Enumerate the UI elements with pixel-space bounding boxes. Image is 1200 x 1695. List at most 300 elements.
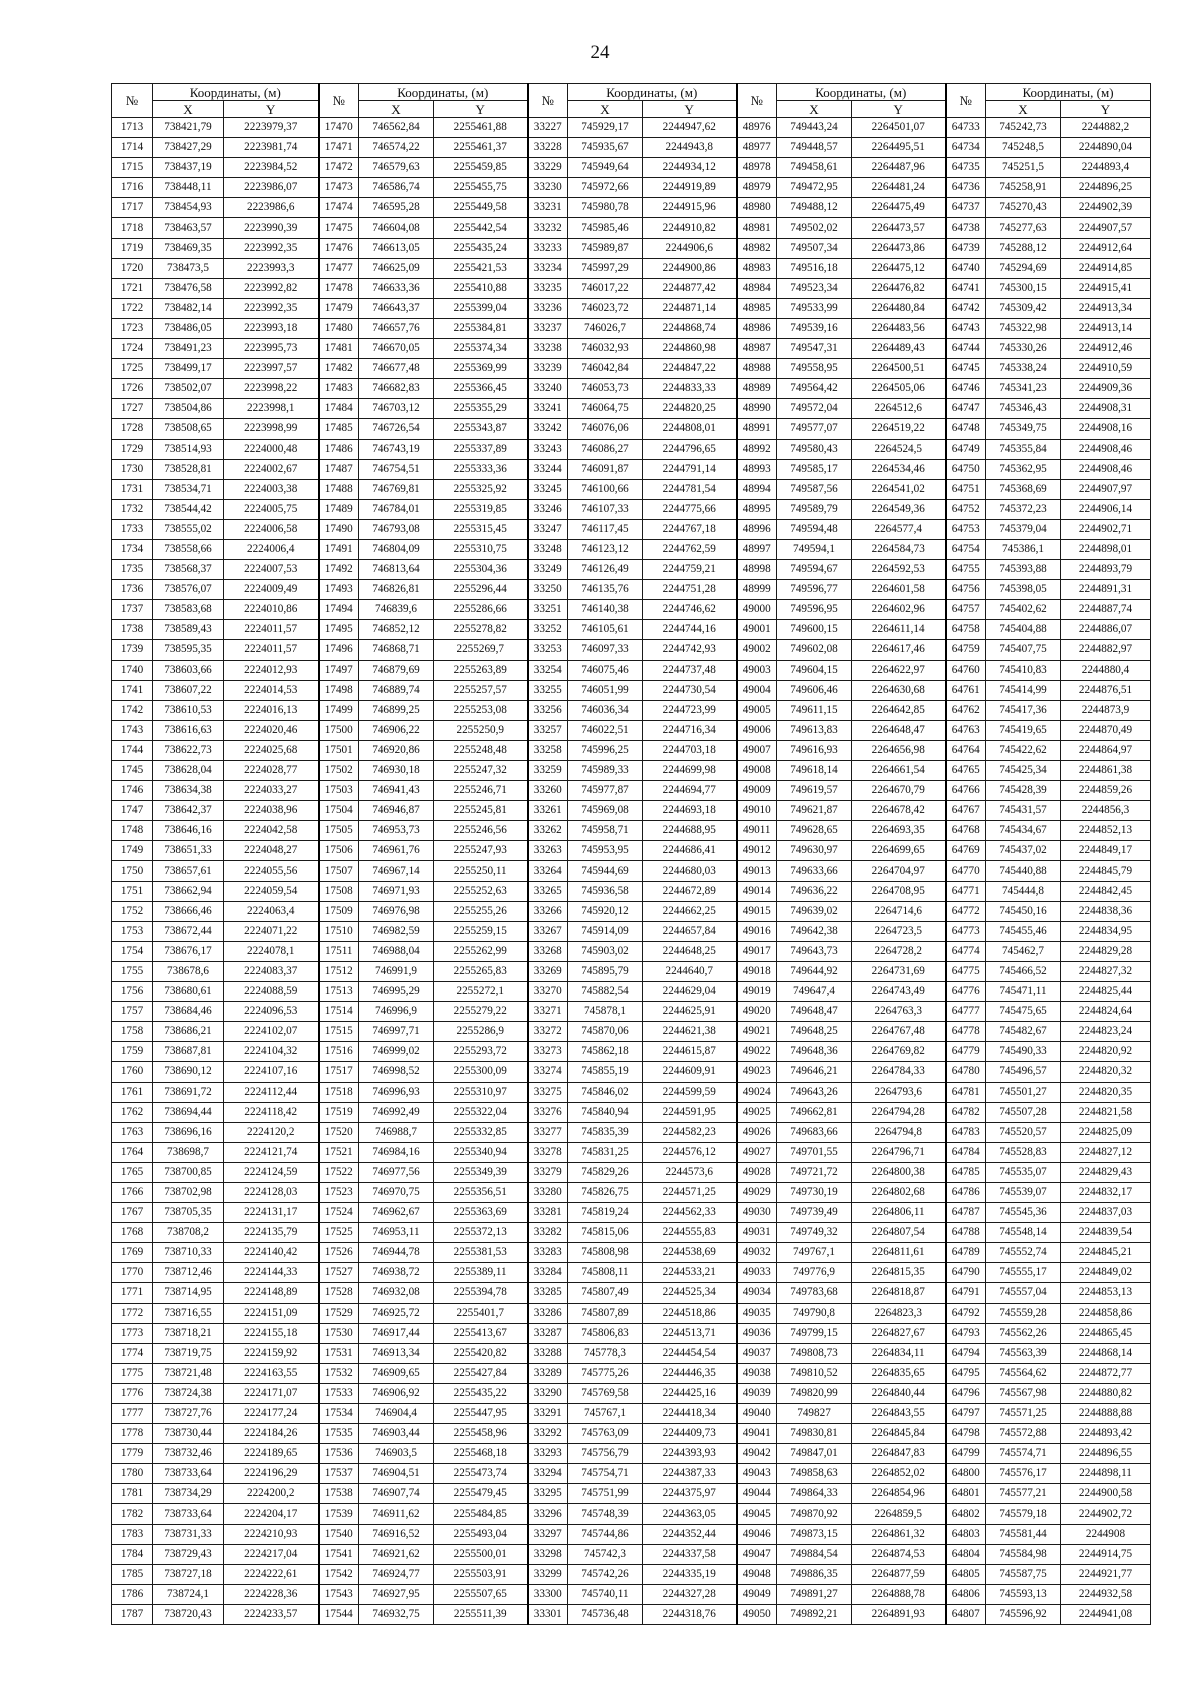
cell-point-no: 49031 — [737, 1223, 777, 1243]
cell-coord-x: 746907,74 — [359, 1484, 434, 1504]
cell-coord-x: 746932,08 — [359, 1283, 434, 1303]
cell-point-no: 17520 — [319, 1122, 359, 1142]
cell-point-no: 64785 — [946, 1162, 986, 1182]
cell-coord-y: 2224151,09 — [224, 1303, 319, 1323]
cell-point-no: 33245 — [528, 479, 568, 499]
cell-point-no: 17533 — [319, 1383, 359, 1403]
cell-coord-x: 746903,5 — [359, 1444, 434, 1464]
cell-coord-x: 745574,71 — [986, 1444, 1061, 1464]
cell-coord-y: 2223986,07 — [224, 178, 319, 198]
cell-coord-y: 2244913,34 — [1061, 298, 1151, 318]
table-row — [112, 499, 1151, 519]
cell-point-no: 33283 — [528, 1243, 568, 1263]
cell-coord-y: 2244906,14 — [1061, 499, 1151, 519]
cell-coord-y: 2264630,68 — [852, 680, 946, 700]
cell-coord-x: 745989,87 — [568, 238, 643, 258]
cell-point-no: 33268 — [528, 941, 568, 961]
cell-coord-x: 749488,12 — [777, 198, 852, 218]
cell-point-no: 33255 — [528, 680, 568, 700]
cell-point-no: 17493 — [319, 580, 359, 600]
cell-coord-y: 2244912,64 — [1061, 238, 1151, 258]
cell-point-no: 49049 — [737, 1584, 777, 1604]
cell-point-no: 49026 — [737, 1122, 777, 1142]
cell-coord-y: 2264767,48 — [852, 1022, 946, 1042]
cell-point-no: 1783 — [112, 1524, 153, 1544]
cell-coord-y: 2224196,29 — [224, 1464, 319, 1484]
cell-point-no: 33241 — [528, 399, 568, 419]
cell-coord-x: 749523,34 — [777, 278, 852, 298]
cell-coord-y: 2264861,32 — [852, 1524, 946, 1544]
cell-coord-y: 2244876,51 — [1061, 680, 1151, 700]
cell-point-no: 33254 — [528, 660, 568, 680]
cell-coord-x: 745386,1 — [986, 539, 1061, 559]
cell-point-no: 33273 — [528, 1042, 568, 1062]
cell-coord-y: 2244858,86 — [1061, 1303, 1151, 1323]
cell-coord-x: 738583,68 — [153, 600, 224, 620]
cell-point-no: 17534 — [319, 1404, 359, 1424]
cell-coord-x: 746944,78 — [359, 1243, 434, 1263]
cell-coord-x: 746925,72 — [359, 1303, 434, 1323]
cell-coord-x: 745407,75 — [986, 640, 1061, 660]
cell-coord-x: 745466,52 — [986, 961, 1061, 981]
cell-point-no: 1714 — [112, 138, 153, 158]
table-row — [112, 1182, 1151, 1202]
cell-coord-y: 2224217,04 — [224, 1544, 319, 1564]
cell-point-no: 49000 — [737, 600, 777, 620]
cell-coord-y: 2244629,04 — [643, 982, 737, 1002]
cell-coord-x: 746953,11 — [359, 1223, 434, 1243]
cell-point-no: 64780 — [946, 1062, 986, 1082]
cell-point-no: 17517 — [319, 1062, 359, 1082]
cell-point-no: 1733 — [112, 519, 153, 539]
cell-coord-x: 745548,14 — [986, 1223, 1061, 1243]
cell-coord-y: 2264807,54 — [852, 1223, 946, 1243]
cell-point-no: 33282 — [528, 1223, 568, 1243]
cell-point-no: 1749 — [112, 841, 153, 861]
cell-coord-x: 738727,76 — [153, 1404, 224, 1424]
cell-coord-x: 749533,99 — [777, 298, 852, 318]
cell-coord-y: 2244913,14 — [1061, 318, 1151, 338]
cell-coord-y: 2264611,14 — [852, 620, 946, 640]
cell-point-no: 17489 — [319, 499, 359, 519]
cell-point-no: 17526 — [319, 1243, 359, 1263]
cell-coord-x: 745258,91 — [986, 178, 1061, 198]
cell-point-no: 64796 — [946, 1383, 986, 1403]
cell-coord-x: 746889,74 — [359, 680, 434, 700]
cell-point-no: 17483 — [319, 379, 359, 399]
cell-coord-x: 746086,27 — [568, 439, 643, 459]
cell-coord-y: 2244781,54 — [643, 479, 737, 499]
cell-point-no: 64747 — [946, 399, 986, 419]
cell-coord-y: 2244825,44 — [1061, 982, 1151, 1002]
table-row — [112, 1283, 1151, 1303]
table-row — [112, 1162, 1151, 1182]
header-row-xy — [112, 101, 1151, 118]
cell-coord-x: 749616,93 — [777, 740, 852, 760]
cell-coord-y: 2244744,16 — [643, 620, 737, 640]
cell-coord-x: 745552,74 — [986, 1243, 1061, 1263]
cell-coord-y: 2255401,7 — [434, 1303, 528, 1323]
cell-point-no: 1760 — [112, 1062, 153, 1082]
cell-point-no: 48986 — [737, 318, 777, 338]
cell-point-no: 33256 — [528, 700, 568, 720]
cell-coord-y: 2244518,86 — [643, 1303, 737, 1323]
cell-coord-x: 745330,26 — [986, 339, 1061, 359]
cell-coord-y: 2255479,45 — [434, 1484, 528, 1504]
cell-point-no: 33267 — [528, 921, 568, 941]
cell-coord-y: 2264888,78 — [852, 1584, 946, 1604]
cell-point-no: 48977 — [737, 138, 777, 158]
cell-coord-y: 2244888,88 — [1061, 1404, 1151, 1424]
cell-coord-x: 749630,97 — [777, 841, 852, 861]
cell-coord-x: 749619,57 — [777, 781, 852, 801]
table-row — [112, 1584, 1151, 1604]
cell-point-no: 64769 — [946, 841, 986, 861]
cell-point-no: 33246 — [528, 499, 568, 519]
cell-coord-x: 745349,75 — [986, 419, 1061, 439]
cell-point-no: 17492 — [319, 560, 359, 580]
cell-point-no: 49033 — [737, 1263, 777, 1283]
cell-coord-x: 749587,56 — [777, 479, 852, 499]
cell-point-no: 33234 — [528, 258, 568, 278]
cell-point-no: 17506 — [319, 841, 359, 861]
cell-coord-x: 746097,33 — [568, 640, 643, 660]
table-row — [112, 419, 1151, 439]
cell-point-no: 49029 — [737, 1182, 777, 1202]
cell-coord-x: 738676,17 — [153, 941, 224, 961]
cell-coord-y: 2244882,2 — [1061, 118, 1151, 138]
cell-point-no: 64770 — [946, 861, 986, 881]
cell-point-no: 64776 — [946, 982, 986, 1002]
cell-coord-x: 749870,92 — [777, 1504, 852, 1524]
cell-point-no: 33271 — [528, 1002, 568, 1022]
cell-point-no: 64797 — [946, 1404, 986, 1424]
cell-point-no: 48994 — [737, 479, 777, 499]
cell-coord-x: 745288,12 — [986, 238, 1061, 258]
cell-coord-y: 2244387,33 — [643, 1464, 737, 1484]
cell-coord-x: 745434,67 — [986, 821, 1061, 841]
cell-coord-x: 745936,58 — [568, 881, 643, 901]
cell-point-no: 1718 — [112, 218, 153, 238]
cell-coord-y: 2255459,85 — [434, 158, 528, 178]
cell-coord-y: 2223993,3 — [224, 258, 319, 278]
cell-coord-y: 2244907,97 — [1061, 479, 1151, 499]
cell-coord-x: 745807,89 — [568, 1303, 643, 1323]
table-row — [112, 921, 1151, 941]
cell-coord-y: 2264476,82 — [852, 278, 946, 298]
cell-point-no: 64733 — [946, 118, 986, 138]
table-row — [112, 982, 1151, 1002]
cell-point-no: 33270 — [528, 982, 568, 1002]
cell-point-no: 17539 — [319, 1504, 359, 1524]
cell-coord-x: 745835,39 — [568, 1122, 643, 1142]
cell-coord-x: 745368,69 — [986, 479, 1061, 499]
cell-coord-y: 2244907,57 — [1061, 218, 1151, 238]
cell-coord-x: 745763,09 — [568, 1424, 643, 1444]
cell-point-no: 1782 — [112, 1504, 153, 1524]
cell-point-no: 1748 — [112, 821, 153, 841]
cell-point-no: 1759 — [112, 1042, 153, 1062]
cell-coord-x: 746670,05 — [359, 339, 434, 359]
cell-coord-y: 2223998,1 — [224, 399, 319, 419]
cell-coord-y: 2244908,46 — [1061, 459, 1151, 479]
table-row — [112, 218, 1151, 238]
column-header-x: X — [359, 101, 434, 118]
cell-coord-x: 746904,4 — [359, 1404, 434, 1424]
cell-coord-x: 746921,62 — [359, 1544, 434, 1564]
table-row — [112, 519, 1151, 539]
cell-point-no: 33252 — [528, 620, 568, 640]
cell-point-no: 17487 — [319, 459, 359, 479]
cell-coord-y: 2244337,58 — [643, 1544, 737, 1564]
cell-coord-x: 746920,86 — [359, 740, 434, 760]
cell-coord-y: 2244699,98 — [643, 761, 737, 781]
cell-point-no: 64748 — [946, 419, 986, 439]
cell-coord-x: 745740,11 — [568, 1584, 643, 1604]
cell-point-no: 17499 — [319, 700, 359, 720]
cell-coord-y: 2244886,07 — [1061, 620, 1151, 640]
column-header-y: Y — [643, 101, 737, 118]
cell-coord-y: 2244868,14 — [1061, 1343, 1151, 1363]
cell-point-no: 33243 — [528, 439, 568, 459]
cell-coord-x: 746091,87 — [568, 459, 643, 479]
cell-coord-x: 746036,34 — [568, 700, 643, 720]
table-row — [112, 821, 1151, 841]
cell-coord-x: 738476,58 — [153, 278, 224, 298]
cell-coord-y: 2244648,25 — [643, 941, 737, 961]
cell-coord-x: 746135,76 — [568, 580, 643, 600]
cell-coord-x: 738544,42 — [153, 499, 224, 519]
column-header-coords: Координаты, (м) — [153, 84, 319, 101]
cell-coord-x: 746032,93 — [568, 339, 643, 359]
cell-coord-x: 738686,21 — [153, 1022, 224, 1042]
cell-point-no: 33300 — [528, 1584, 568, 1604]
cell-coord-y: 2244893,79 — [1061, 560, 1151, 580]
cell-coord-y: 2244657,84 — [643, 921, 737, 941]
cell-point-no: 17490 — [319, 519, 359, 539]
cell-point-no: 33274 — [528, 1062, 568, 1082]
cell-coord-x: 749827 — [777, 1404, 852, 1424]
cell-coord-x: 738694,44 — [153, 1102, 224, 1122]
cell-coord-x: 746042,84 — [568, 359, 643, 379]
cell-coord-y: 2224078,1 — [224, 941, 319, 961]
cell-coord-y: 2244591,95 — [643, 1102, 737, 1122]
cell-coord-x: 745831,25 — [568, 1142, 643, 1162]
cell-point-no: 33299 — [528, 1564, 568, 1584]
cell-coord-x: 745398,05 — [986, 580, 1061, 600]
cell-point-no: 64790 — [946, 1263, 986, 1283]
cell-point-no: 49038 — [737, 1363, 777, 1383]
cell-coord-y: 2264794,28 — [852, 1102, 946, 1122]
cell-coord-x: 745581,44 — [986, 1524, 1061, 1544]
cell-point-no: 17471 — [319, 138, 359, 158]
cell-coord-y: 2223986,6 — [224, 198, 319, 218]
cell-coord-x: 745815,06 — [568, 1223, 643, 1243]
cell-coord-y: 2223997,57 — [224, 359, 319, 379]
cell-coord-y: 2244947,62 — [643, 118, 737, 138]
cell-point-no: 33230 — [528, 178, 568, 198]
cell-point-no: 48980 — [737, 198, 777, 218]
cell-point-no: 64804 — [946, 1544, 986, 1564]
cell-coord-y: 2244864,97 — [1061, 740, 1151, 760]
cell-point-no: 64801 — [946, 1484, 986, 1504]
cell-coord-y: 2244680,03 — [643, 861, 737, 881]
page-number: 24 — [590, 42, 610, 63]
cell-coord-x: 746839,6 — [359, 600, 434, 620]
cell-coord-x: 745555,17 — [986, 1263, 1061, 1283]
cell-point-no: 17470 — [319, 118, 359, 138]
cell-point-no: 17495 — [319, 620, 359, 640]
cell-coord-x: 738734,29 — [153, 1484, 224, 1504]
cell-point-no: 64758 — [946, 620, 986, 640]
cell-coord-x: 749648,36 — [777, 1042, 852, 1062]
table-row — [112, 961, 1151, 981]
cell-coord-y: 2255442,54 — [434, 218, 528, 238]
cell-coord-y: 2244746,62 — [643, 600, 737, 620]
cell-coord-x: 746970,75 — [359, 1182, 434, 1202]
column-header-x: X — [777, 101, 852, 118]
table-row — [112, 1263, 1151, 1283]
cell-point-no: 33276 — [528, 1102, 568, 1122]
cell-coord-y: 2224140,42 — [224, 1243, 319, 1263]
cell-coord-x: 746026,7 — [568, 318, 643, 338]
cell-point-no: 48979 — [737, 178, 777, 198]
cell-point-no: 33287 — [528, 1323, 568, 1343]
cell-coord-x: 738705,35 — [153, 1203, 224, 1223]
cell-point-no: 33251 — [528, 600, 568, 620]
cell-point-no: 33239 — [528, 359, 568, 379]
cell-point-no: 1781 — [112, 1484, 153, 1504]
cell-point-no: 17529 — [319, 1303, 359, 1323]
cell-coord-x: 738733,64 — [153, 1504, 224, 1524]
table-row — [112, 1303, 1151, 1323]
cell-point-no: 33233 — [528, 238, 568, 258]
cell-coord-y: 2255511,39 — [434, 1604, 528, 1624]
cell-point-no: 48982 — [737, 238, 777, 258]
cell-point-no: 17497 — [319, 660, 359, 680]
cell-coord-y: 2244796,65 — [643, 439, 737, 459]
cell-coord-x: 738469,35 — [153, 238, 224, 258]
cell-coord-y: 2255293,72 — [434, 1042, 528, 1062]
cell-coord-x: 749613,83 — [777, 720, 852, 740]
cell-coord-y: 2224177,24 — [224, 1404, 319, 1424]
cell-coord-x: 749730,19 — [777, 1182, 852, 1202]
cell-coord-y: 2244852,13 — [1061, 821, 1151, 841]
cell-coord-y: 2244880,4 — [1061, 660, 1151, 680]
cell-coord-y: 2244891,31 — [1061, 580, 1151, 600]
cell-coord-x: 749636,22 — [777, 881, 852, 901]
cell-coord-y: 2255461,88 — [434, 118, 528, 138]
table-row — [112, 1363, 1151, 1383]
table-row — [112, 700, 1151, 720]
cell-coord-x: 745989,33 — [568, 761, 643, 781]
cell-coord-y: 2255250,11 — [434, 861, 528, 881]
table-row — [112, 1484, 1151, 1504]
cell-coord-y: 2255322,04 — [434, 1102, 528, 1122]
cell-coord-x: 746126,49 — [568, 560, 643, 580]
cell-point-no: 17475 — [319, 218, 359, 238]
cell-coord-x: 746613,05 — [359, 238, 434, 258]
cell-coord-y: 2264708,95 — [852, 881, 946, 901]
cell-coord-y: 2244327,28 — [643, 1584, 737, 1604]
cell-coord-y: 2255255,26 — [434, 901, 528, 921]
cell-point-no: 1758 — [112, 1022, 153, 1042]
cell-point-no: 1772 — [112, 1303, 153, 1323]
cell-point-no: 64746 — [946, 379, 986, 399]
cell-point-no: 49013 — [737, 861, 777, 881]
cell-point-no: 33248 — [528, 539, 568, 559]
cell-point-no: 17485 — [319, 419, 359, 439]
cell-coord-y: 2255250,9 — [434, 720, 528, 740]
cell-point-no: 49019 — [737, 982, 777, 1002]
cell-coord-y: 2244900,86 — [643, 258, 737, 278]
cell-point-no: 17538 — [319, 1484, 359, 1504]
cell-coord-y: 2264827,67 — [852, 1323, 946, 1343]
cell-coord-x: 746754,51 — [359, 459, 434, 479]
column-header-y: Y — [1061, 101, 1151, 118]
cell-coord-y: 2255246,71 — [434, 781, 528, 801]
cell-point-no: 1757 — [112, 1002, 153, 1022]
cell-point-no: 48976 — [737, 118, 777, 138]
cell-coord-x: 745242,73 — [986, 118, 1061, 138]
cell-coord-x: 746995,29 — [359, 982, 434, 1002]
cell-coord-y: 2244908,16 — [1061, 419, 1151, 439]
cell-coord-y: 2264845,84 — [852, 1424, 946, 1444]
cell-coord-x: 749472,95 — [777, 178, 852, 198]
cell-point-no: 1769 — [112, 1243, 153, 1263]
cell-coord-y: 2244824,64 — [1061, 1002, 1151, 1022]
cell-coord-y: 2224228,36 — [224, 1584, 319, 1604]
cell-coord-x: 738634,38 — [153, 781, 224, 801]
cell-point-no: 64782 — [946, 1102, 986, 1122]
cell-coord-x: 746051,99 — [568, 680, 643, 700]
cell-coord-x: 746967,14 — [359, 861, 434, 881]
cell-coord-x: 738651,33 — [153, 841, 224, 861]
cell-point-no: 49001 — [737, 620, 777, 640]
cell-coord-x: 738732,46 — [153, 1444, 224, 1464]
cell-coord-y: 2244576,12 — [643, 1142, 737, 1162]
cell-coord-x: 745985,46 — [568, 218, 643, 238]
cell-point-no: 33281 — [528, 1203, 568, 1223]
cell-point-no: 1716 — [112, 178, 153, 198]
cell-coord-x: 745450,16 — [986, 901, 1061, 921]
cell-coord-y: 2255421,53 — [434, 258, 528, 278]
cell-coord-x: 745539,07 — [986, 1182, 1061, 1202]
cell-point-no: 64752 — [946, 499, 986, 519]
cell-coord-x: 749600,15 — [777, 620, 852, 640]
cell-point-no: 64750 — [946, 459, 986, 479]
cell-coord-x: 738528,81 — [153, 459, 224, 479]
cell-coord-y: 2264859,5 — [852, 1504, 946, 1524]
cell-coord-x: 745431,57 — [986, 801, 1061, 821]
cell-coord-x: 749643,26 — [777, 1082, 852, 1102]
cell-point-no: 17501 — [319, 740, 359, 760]
table-row — [112, 198, 1151, 218]
cell-point-no: 1770 — [112, 1263, 153, 1283]
cell-coord-y: 2244898,01 — [1061, 539, 1151, 559]
cell-coord-y: 2264534,46 — [852, 459, 946, 479]
cell-coord-y: 2244902,72 — [1061, 1504, 1151, 1524]
cell-point-no: 1743 — [112, 720, 153, 740]
cell-point-no: 48981 — [737, 218, 777, 238]
cell-coord-x: 746903,44 — [359, 1424, 434, 1444]
cell-coord-y: 2224159,92 — [224, 1343, 319, 1363]
cell-point-no: 64792 — [946, 1303, 986, 1323]
table-row — [112, 1102, 1151, 1122]
table-row — [112, 1383, 1151, 1403]
cell-coord-y: 2255343,87 — [434, 419, 528, 439]
cell-point-no: 1746 — [112, 781, 153, 801]
